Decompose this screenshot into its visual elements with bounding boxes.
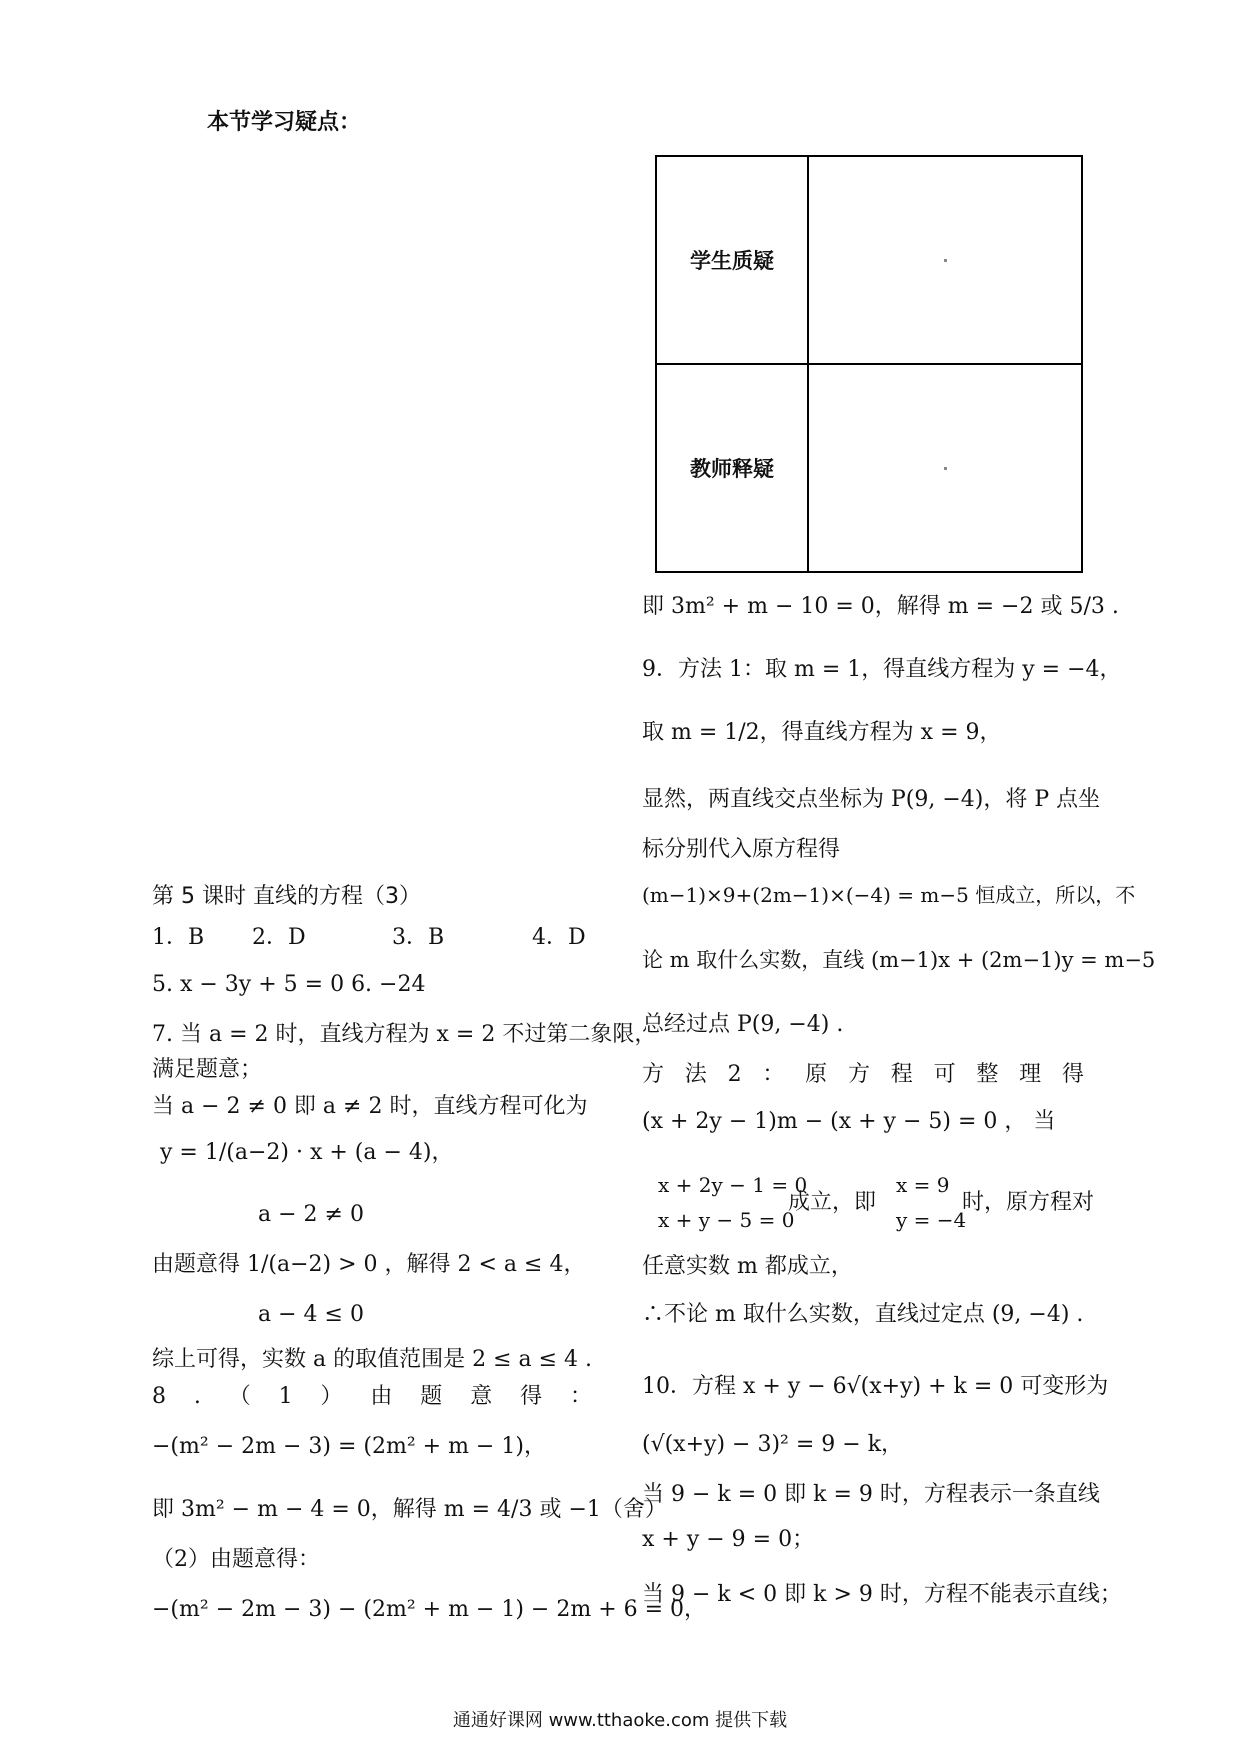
system-eq-1: x + 2y − 1 = 0 bbox=[658, 1173, 808, 1197]
answer-5-6: 5. x − 3y + 5 = 0 6. −24 bbox=[152, 972, 426, 997]
answer-1: 1．B bbox=[152, 925, 205, 950]
student-question-cell bbox=[808, 156, 1082, 364]
q8-char: 由 bbox=[370, 1384, 393, 1409]
right-line-5: 标分别代入原方程得 bbox=[642, 837, 841, 862]
section-title: 第 5 课时 直线的方程（3） bbox=[152, 884, 421, 909]
right-line-10: (x + 2y − 1)m − (x + y − 5) = 0 ， 当 bbox=[642, 1109, 1056, 1134]
m2-char: 可 bbox=[933, 1062, 956, 1087]
right-line-6: (m−1)×9+(2m−1)×(−4) = m−5 恒成立，所以，不 bbox=[642, 883, 1136, 907]
q8-char: （ bbox=[228, 1384, 251, 1409]
footer-credit: 通通好课网 www.tthaoke.com 提供下载 bbox=[452, 1710, 788, 1731]
q7-conclusion: 综上可得，实数 a 的取值范围是 2 ≤ a ≤ 4 . bbox=[152, 1347, 593, 1372]
system-text-2: 时，原方程对 bbox=[962, 1190, 1095, 1215]
m2-char: 理 bbox=[1019, 1062, 1042, 1087]
q8-line-d: （2）由题意得： bbox=[152, 1547, 320, 1572]
right-line-18: 当 9 − k < 0 即 k > 9 时，方程不能表示直线； bbox=[642, 1582, 1122, 1607]
right-line-4: 显然，两直线交点坐标为 P(9, −4)，将 P 点坐 bbox=[642, 787, 1101, 812]
m2-char: 法 bbox=[684, 1062, 707, 1087]
q7-line-c: 当 a − 2 ≠ 0 即 a ≠ 2 时，直线方程可化为 bbox=[152, 1094, 588, 1119]
right-line-7: 论 m 取什么实数，直线 (m−1)x + (2m−1)y = m−5 bbox=[642, 948, 1156, 972]
doubt-table bbox=[655, 155, 1083, 573]
right-line-3: 取 m = 1/2，得直线方程为 x = 9， bbox=[642, 720, 1002, 745]
q8-char: 8 bbox=[152, 1384, 166, 1409]
m2-char: 程 bbox=[890, 1062, 913, 1087]
method-2-heading bbox=[642, 1060, 1084, 1090]
answer-3: 3．B bbox=[392, 925, 445, 950]
q8-char: ： bbox=[569, 1384, 592, 1409]
q8-line-b: −(m² − 2m − 3) = (2m² + m − 1)， bbox=[152, 1434, 546, 1459]
system-sol-1: x = 9 bbox=[896, 1173, 950, 1197]
answer-4: 4．D bbox=[532, 925, 586, 950]
q7-system-1: a − 2 ≠ 0 bbox=[258, 1202, 364, 1227]
right-line-2: 9．方法 1：取 m = 1，得直线方程为 y = −4， bbox=[642, 657, 1122, 682]
q8-char: 1 bbox=[278, 1384, 293, 1409]
right-line-8: 总经过点 P(9, −4) . bbox=[642, 1012, 844, 1037]
m2-char: 得 bbox=[1061, 1062, 1084, 1087]
q8-char: 得 bbox=[520, 1384, 543, 1409]
q8-line-e: −(m² − 2m − 3) − (2m² + m − 1) − 2m + 6 = 0， bbox=[152, 1597, 707, 1622]
q7-system-2: 由题意得 1/(a−2) > 0 ，解得 2 < a ≤ 4， bbox=[152, 1252, 586, 1277]
q8-char: ） bbox=[320, 1384, 343, 1409]
m2-char: 原 bbox=[805, 1062, 828, 1087]
system-text-1: 成立，即 bbox=[788, 1190, 877, 1215]
teacher-answer-label: 教师释疑 bbox=[656, 364, 808, 572]
system-sol-2: y = −4 bbox=[896, 1208, 967, 1232]
answer-2: 2．D bbox=[252, 925, 306, 950]
student-question-label: 学生质疑 bbox=[656, 156, 808, 364]
right-line-15: (√(x+y) − 3)² = 9 − k， bbox=[642, 1432, 904, 1457]
q7-line-a: 7. 当 a = 2 时，直线方程为 x = 2 不过第二象限， bbox=[152, 1022, 657, 1047]
right-line-16: 当 9 − k = 0 即 k = 9 时，方程表示一条直线 bbox=[642, 1482, 1100, 1507]
q8-char: . bbox=[193, 1384, 201, 1409]
q7-line-d: y = 1/(a−2) · x + (a − 4)， bbox=[160, 1140, 454, 1165]
right-line-13: ∴不论 m 取什么实数，直线过定点 (9, −4) . bbox=[642, 1302, 1084, 1327]
q8-char: 题 bbox=[420, 1384, 443, 1409]
m2-char: ： bbox=[762, 1062, 785, 1087]
m2-char: 2 bbox=[727, 1062, 742, 1087]
m2-char: 方 bbox=[847, 1062, 870, 1087]
doubt-heading: 本节学习疑点： bbox=[207, 110, 362, 135]
right-line-12: 任意实数 m 都成立， bbox=[642, 1254, 853, 1279]
q8-heading bbox=[152, 1382, 592, 1412]
q7-line-b: 满足题意； bbox=[152, 1057, 263, 1082]
right-line-17: x + y − 9 = 0； bbox=[642, 1527, 815, 1552]
teacher-answer-cell bbox=[808, 364, 1082, 572]
q7-system-3: a − 4 ≤ 0 bbox=[258, 1302, 364, 1327]
m2-char: 整 bbox=[976, 1062, 999, 1087]
q8-char: 意 bbox=[470, 1384, 493, 1409]
m2-char: 方 bbox=[642, 1062, 665, 1087]
right-line-1: 即 3m² + m − 10 = 0，解得 m = −2 或 5/3 . bbox=[642, 594, 1119, 619]
system-eq-2: x + y − 5 = 0 bbox=[658, 1208, 795, 1232]
q8-line-c: 即 3m² − m − 4 = 0，解得 m = 4/3 或 −1（舍） bbox=[152, 1497, 667, 1522]
right-line-14: 10．方程 x + y − 6√(x+y) + k = 0 可变形为 bbox=[642, 1374, 1109, 1399]
